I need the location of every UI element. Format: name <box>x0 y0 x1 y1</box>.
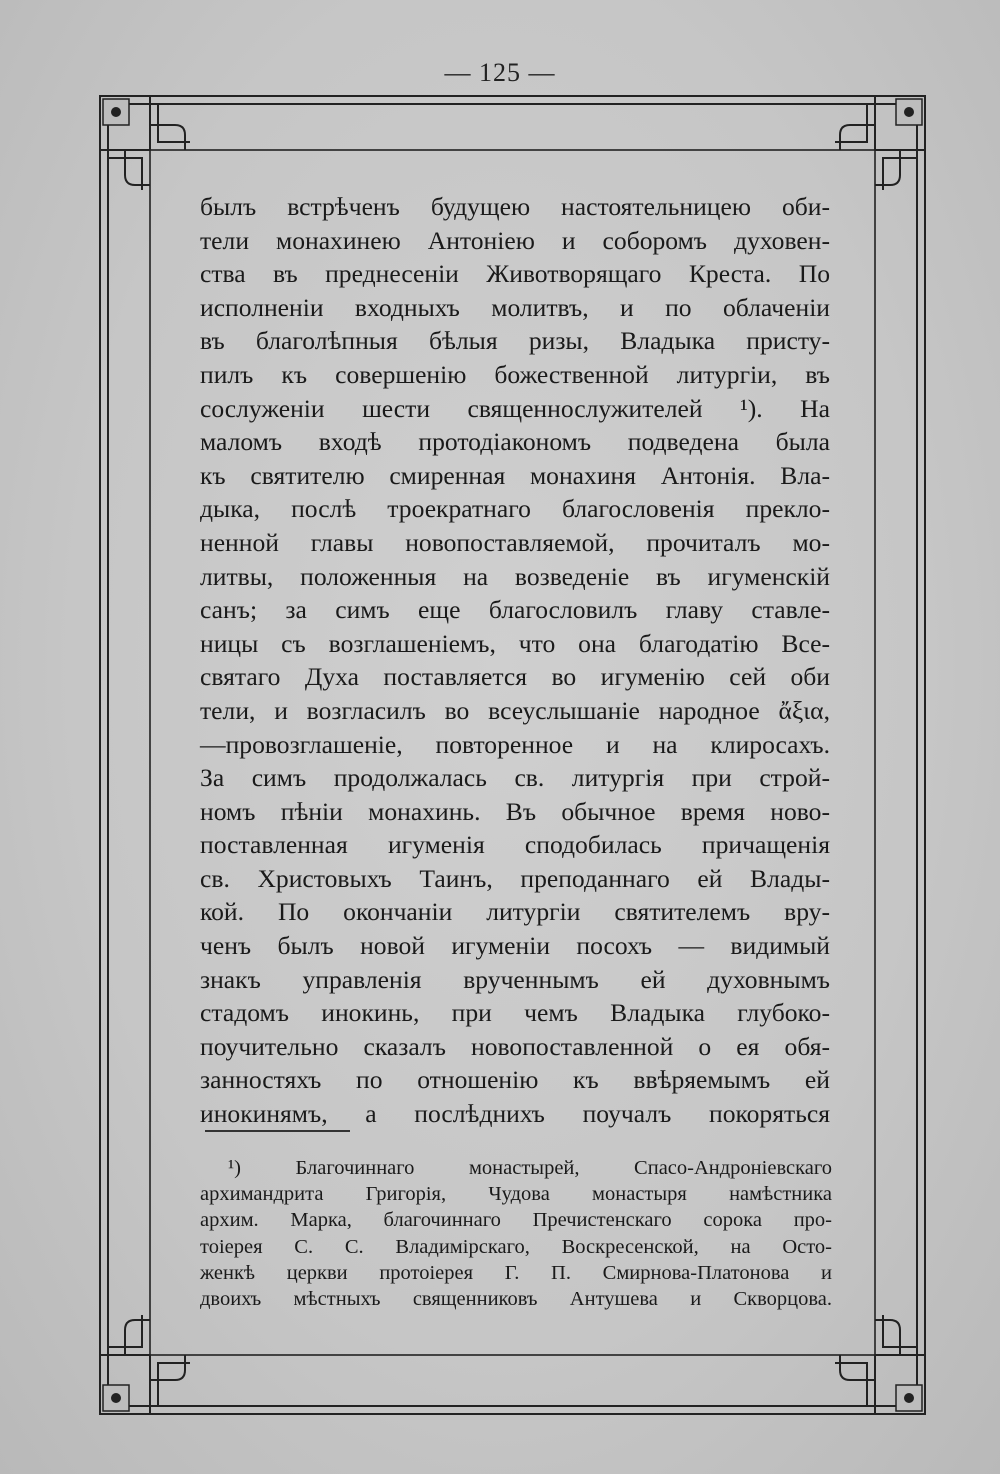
text-line: маломъ входѣ протодіакономъ подведена была <box>200 427 830 457</box>
text-line: дыка, послѣ троекратнаго благословенія прекло- <box>200 494 830 524</box>
footnotes <box>200 1155 832 1312</box>
text-line: литвы, положенныя на возведеніе въ игуменскій <box>200 561 830 591</box>
footnote-line: архимандрита Григорія, Чудова монастыря намѣстника <box>200 1183 832 1206</box>
text-line: знакъ управленія врученнымъ ей духовнымъ <box>200 964 830 994</box>
text-line: поучительно сказалъ новопоставленной о ея обя- <box>200 1031 830 1061</box>
text-line: святаго Духа поставляется во игуменію сей оби <box>200 662 830 692</box>
text-line: номъ пѣніи монахинь. Въ обычное время ново- <box>200 796 830 826</box>
text-line: стадомъ инокинь, при чемъ Владыка глубоко- <box>200 998 830 1028</box>
text-line: ства въ преднесеніи Животворящаго Креста. По <box>200 259 830 289</box>
text-line: былъ встрѣченъ будущею настоятельницею оби- <box>200 192 830 221</box>
footnote-line: двоихъ мѣстныхъ священниковъ Антушева и Скворцова. <box>200 1287 832 1310</box>
text-line: тели монахинею Антоніею и соборомъ духовен- <box>200 225 830 255</box>
text-line: За симъ продолжалась св. литургія при строй- <box>200 763 830 793</box>
text-line: пилъ къ совершенію божественной литургіи, въ <box>200 359 830 389</box>
text-line: къ святителю смиренная монахиня Антонія. Вла- <box>200 460 830 490</box>
footnote-divider <box>205 1130 350 1132</box>
footnote-line: женкѣ церкви протоіерея Г. П. Смирнова-Платонова и <box>200 1261 832 1284</box>
text-line: санъ; за симъ еще благословилъ главу ставле- <box>200 595 830 625</box>
text-line: ченъ былъ новой игуменіи посохъ — видимый <box>200 931 830 961</box>
text-line: ненной главы новопоставляемой, прочиталъ мо- <box>200 527 830 557</box>
page-number: — 125 — <box>444 58 556 87</box>
body-text <box>200 190 830 1131</box>
text-line: исполненіи входныхъ молитвъ, и по облаченіи <box>200 292 830 322</box>
text-line: тели, и возгласилъ во всеуслышаніе народное ἄξια, <box>200 695 830 725</box>
text-line: сослуженіи шести священнослужителей ¹). На <box>200 393 830 423</box>
text-line: поставленная игуменія сподобилась причащенія <box>200 830 830 860</box>
text-line: ницы съ возглашеніемъ, что она благодатію Все- <box>200 628 830 658</box>
text-line: кой. По окончаніи литургіи святителемъ вру- <box>200 897 830 927</box>
footnote-line: ¹) Благочиннаго монастырей, Спасо-Андроніевскаго <box>228 1157 832 1179</box>
text-line: —провозглашеніе, повторенное и на клиросахъ. <box>200 729 830 759</box>
footnote-line: тоіерея С. С. Владимірскаго, Воскресенской, на Осто- <box>200 1235 832 1258</box>
text-line: св. Христовыхъ Таинъ, преподаннаго ей Влады- <box>200 863 830 893</box>
text-line: инокинямъ, а послѣднихъ поучалъ покоряться <box>200 1099 830 1129</box>
text-line: занностяхъ по отношенію къ ввѣряемымъ ей <box>200 1065 830 1095</box>
footnote-line: архим. Марка, благочиннаго Пречистенскаго сорока про- <box>200 1209 832 1232</box>
text-line: въ благолѣпныя бѣлыя ризы, Владыка присту- <box>200 326 830 356</box>
